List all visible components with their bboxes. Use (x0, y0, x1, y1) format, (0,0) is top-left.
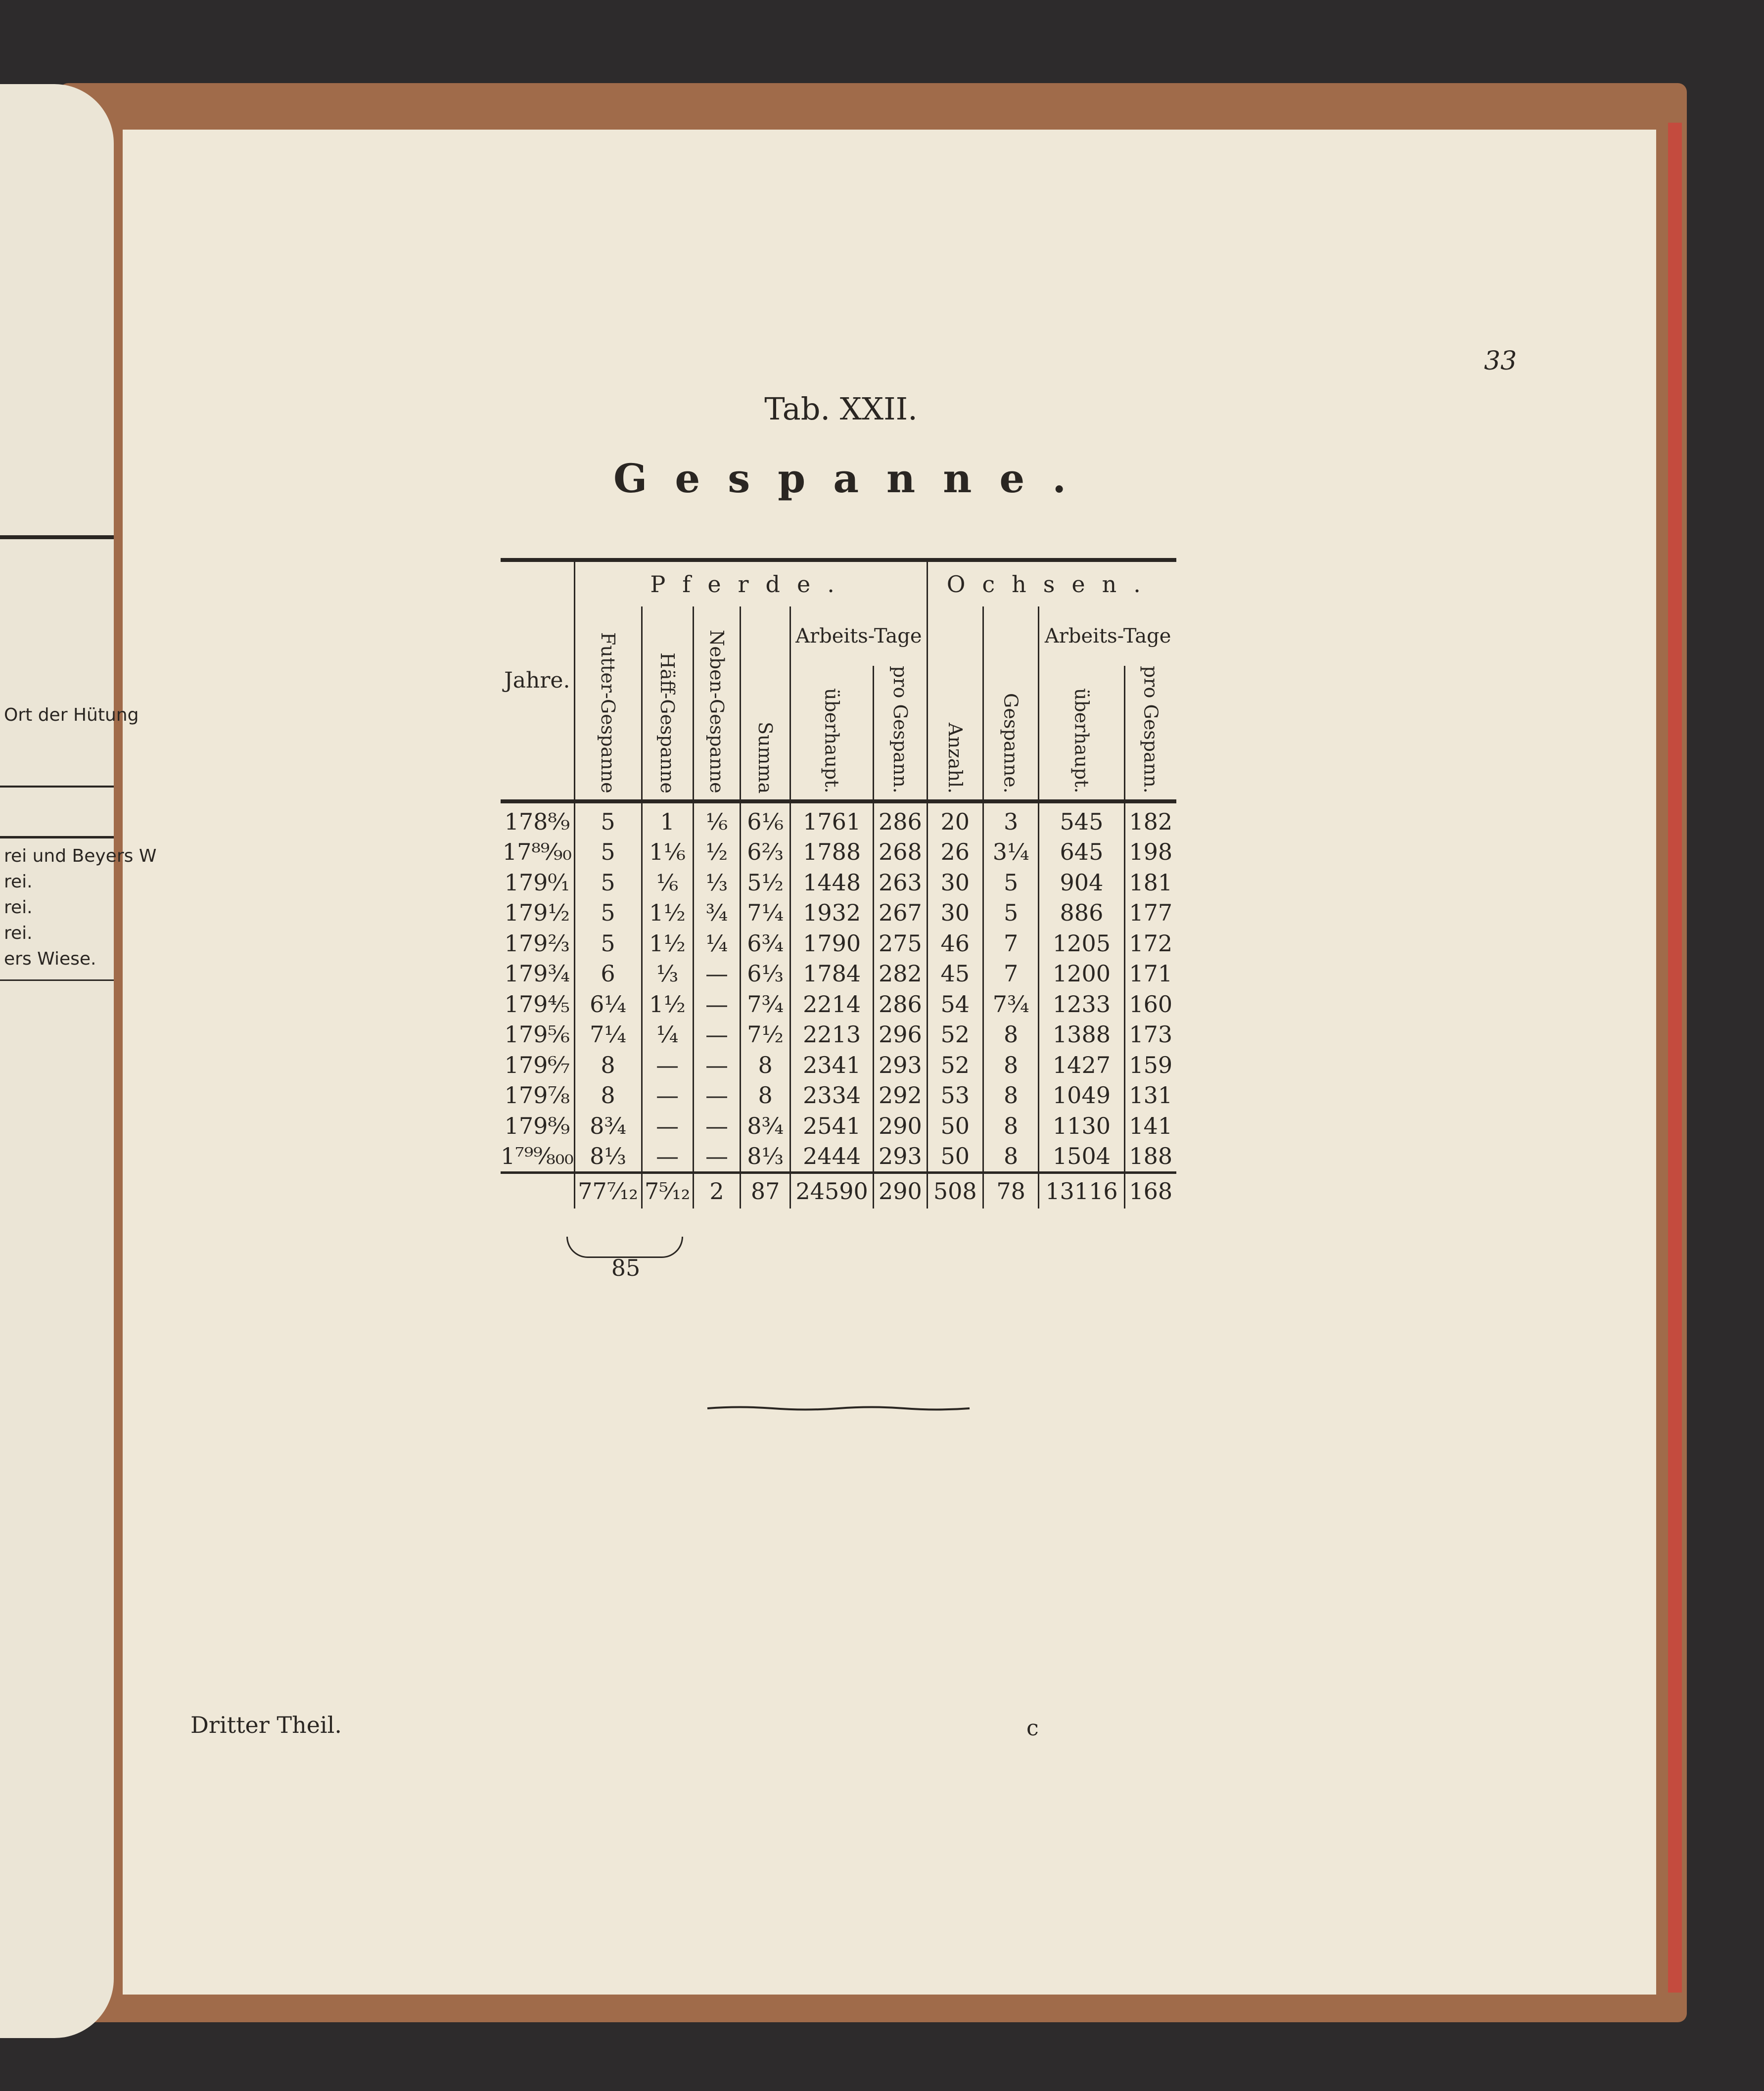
table-cell: ¾ (693, 897, 741, 928)
table-row (501, 1050, 1176, 1080)
table-cell: 2214 (790, 989, 874, 1020)
table-cell: 1504 (1039, 1141, 1124, 1172)
table-cell: 50 (927, 1111, 983, 1141)
table-cell: 1205 (1039, 928, 1124, 959)
table-cell: 2444 (790, 1141, 874, 1172)
table-cell: 52 (927, 1019, 983, 1050)
table-cell: ⅓ (642, 958, 693, 989)
table-cell: 1½ (642, 897, 693, 928)
table-row (501, 801, 1176, 837)
col-ueberhaupt-label: überhaupt. (821, 688, 843, 793)
table-cell: 182 (1124, 801, 1176, 837)
signature-mark: c (1026, 1716, 1039, 1741)
table-cell: 275 (874, 928, 927, 959)
table-cell: 8 (983, 1019, 1038, 1050)
table-cell: 293 (874, 1050, 927, 1080)
table-cell: ½ (693, 836, 741, 867)
table-cell: 160 (1124, 989, 1176, 1020)
table-cell: 6⅔ (741, 836, 790, 867)
col-ueberhaupt-ochsen (1039, 666, 1124, 799)
table-cell: 5 (574, 928, 642, 959)
table-cell: 8⅓ (741, 1141, 790, 1172)
col-anzahl (927, 606, 983, 799)
table-body (501, 801, 1176, 1173)
total-cell: 7⁵⁄₁₂ (642, 1172, 693, 1208)
table-cell: ⅙ (642, 867, 693, 898)
table-cell: 30 (927, 867, 983, 898)
table-cell: 7 (983, 928, 1038, 959)
table-cell: 1233 (1039, 989, 1124, 1020)
table-row (501, 867, 1176, 898)
table-cell: 1448 (790, 867, 874, 898)
table-cell: ⅙ (693, 801, 741, 837)
table-cell: 1049 (1039, 1080, 1124, 1111)
table-cell: 2334 (790, 1080, 874, 1111)
table-cell: 6¾ (741, 928, 790, 959)
table-cell: 198 (1124, 836, 1176, 867)
table-cell: 171 (1124, 958, 1176, 989)
table-cell: 290 (874, 1111, 927, 1141)
table-cell: 50 (927, 1141, 983, 1172)
left-page-line: rei. (4, 897, 33, 918)
col-pro-gespann-label: pro Gespann. (1140, 666, 1162, 793)
table-cell: 5 (574, 897, 642, 928)
col-anzahl-label: Anzahl. (944, 722, 966, 793)
table-row (501, 1111, 1176, 1141)
table-cell: 292 (874, 1080, 927, 1111)
table-cell: 172 (1124, 928, 1176, 959)
table-cell: 1⁷⁹⁹⁄₈₀₀ (501, 1143, 574, 1170)
table-cell: 177 (1124, 897, 1176, 928)
table-cell: 46 (927, 928, 983, 959)
table-cell: 267 (874, 897, 927, 928)
table-cell: 296 (874, 1019, 927, 1050)
table-cell: 179⁰⁄₁ (504, 869, 570, 896)
table-cell: 293 (874, 1141, 927, 1172)
col-summa-label: Summa (754, 721, 777, 793)
page-edge (1668, 123, 1682, 1993)
table-cell: 8 (983, 1050, 1038, 1080)
table-cell: 7 (983, 958, 1038, 989)
table-cell: — (693, 1141, 741, 1172)
table-cell: 173 (1124, 1019, 1176, 1050)
table-cell: 2341 (790, 1050, 874, 1080)
table-row (501, 836, 1176, 867)
table-cell: — (642, 1050, 693, 1080)
table-cell: 6⅓ (741, 958, 790, 989)
table-cell: 178⁸⁄₉ (504, 808, 570, 835)
col-ueberhaupt-label: überhaupt. (1070, 688, 1093, 793)
table-cell: 52 (927, 1050, 983, 1080)
total-cell (501, 1172, 574, 1208)
table-cell: 886 (1039, 897, 1124, 928)
table-cell: 179⁴⁄₅ (504, 990, 570, 1018)
table-cell: 7¼ (741, 897, 790, 928)
table-cell: 5 (574, 867, 642, 898)
table-cell: 5 (983, 897, 1038, 928)
left-page-heading: Ort der Hütung (4, 705, 139, 725)
table-cell: 7¾ (741, 989, 790, 1020)
table-cell: — (642, 1111, 693, 1141)
total-cell: 78 (983, 1172, 1038, 1208)
table-cell: 30 (927, 897, 983, 928)
table-cell: 179⁶⁄₇ (504, 1051, 570, 1078)
col-neben-gespanne (693, 606, 741, 799)
table-cell: 904 (1039, 867, 1124, 898)
table-cell: 7¾ (983, 989, 1038, 1020)
table-cell: — (642, 1141, 693, 1172)
table-cell: 1790 (790, 928, 874, 959)
table-row (501, 1019, 1176, 1050)
col-gespanne (983, 606, 1038, 799)
table-cell: 7¼ (574, 1019, 642, 1050)
table-cell: 45 (927, 958, 983, 989)
arbeitstage-pferde: Arbeits-Tage (790, 606, 928, 666)
table-row (501, 1080, 1176, 1111)
table-cell: 8 (574, 1080, 642, 1111)
table-cell: 545 (1039, 801, 1124, 837)
table-cell: — (642, 1080, 693, 1111)
table-cell: 54 (927, 989, 983, 1020)
col-haeff-label: Häff-Gespanne (656, 652, 679, 793)
table-cell: 6¼ (574, 989, 642, 1020)
table-cell: 179⁸⁄₉ (504, 1112, 570, 1139)
table-cell: 179¹⁄₂ (504, 899, 570, 927)
col-pro-gespann-pferde (874, 666, 927, 799)
table-cell: 7½ (741, 1019, 790, 1050)
table-cell: — (693, 958, 741, 989)
table-cell: 159 (1124, 1050, 1176, 1080)
table-cell: 8⅓ (574, 1141, 642, 1172)
table-cell: 282 (874, 958, 927, 989)
gespanne-table (501, 558, 1176, 1208)
table-cell: 1½ (642, 989, 693, 1020)
table-cell: 3 (983, 801, 1038, 837)
col-futter-gespanne (574, 606, 642, 799)
table-row (501, 897, 1176, 928)
left-page-rule (0, 979, 114, 981)
table-cell: 26 (927, 836, 983, 867)
table-cell: 2213 (790, 1019, 874, 1050)
col-pro-gespann-ochsen (1124, 666, 1176, 799)
left-page (0, 84, 157, 2038)
table-cell: 6⅙ (741, 801, 790, 837)
table-cell: 3¼ (983, 836, 1038, 867)
left-page-line: ers Wiese. (4, 949, 96, 969)
table-cell: — (693, 1050, 741, 1080)
total-cell: 290 (874, 1172, 927, 1208)
col-jahre: Jahre. (501, 560, 574, 799)
left-page-line: rei. (4, 872, 33, 892)
table-cell: 8¾ (741, 1111, 790, 1141)
page-number: 33 (1484, 346, 1517, 376)
table-cell: 179²⁄₃ (504, 929, 570, 957)
table-cell: 141 (1124, 1111, 1176, 1141)
table-cell: 645 (1039, 836, 1124, 867)
table-cell: 1932 (790, 897, 874, 928)
table-cell: 181 (1124, 867, 1176, 898)
col-neben-label: Neben-Gespanne (705, 630, 728, 793)
table-cell: ¼ (693, 928, 741, 959)
table-cell: 8 (574, 1050, 642, 1080)
table-cell: 1 (642, 801, 693, 837)
table-cell: 268 (874, 836, 927, 867)
table-cell: 1130 (1039, 1111, 1124, 1141)
table-cell: 1388 (1039, 1019, 1124, 1050)
group-ochsen: Ochsen. (927, 560, 1176, 606)
table-cell: 1788 (790, 836, 874, 867)
table-cell: 1761 (790, 801, 874, 837)
table-cell: 1427 (1039, 1050, 1124, 1080)
table-cell: 17⁸⁹⁄₉₀ (502, 838, 572, 866)
table-cell: 1200 (1039, 958, 1124, 989)
total-cell: 24590 (790, 1172, 874, 1208)
table-row (501, 989, 1176, 1020)
table-cell: 179⁷⁄₈ (504, 1082, 570, 1109)
col-pro-gespann-label: pro Gespann. (889, 666, 911, 793)
left-page-line: rei und Beyers W (4, 846, 157, 866)
footer-dritter-theil: Dritter Theil. (190, 1712, 342, 1738)
col-gespanne-label: Gespanne. (1000, 693, 1022, 793)
table-cell: 8 (741, 1050, 790, 1080)
table-cell: — (693, 1080, 741, 1111)
table-cell: — (693, 1019, 741, 1050)
table-cell: 5½ (741, 867, 790, 898)
arbeitstage-ochsen: Arbeits-Tage (1039, 606, 1176, 666)
col-futter-label: Futter-Gespanne (597, 632, 619, 793)
left-page-rule (0, 535, 114, 539)
table-cell: 20 (927, 801, 983, 837)
table-cell: ¼ (642, 1019, 693, 1050)
table-cell: 286 (874, 801, 927, 837)
table-cell: 8 (741, 1080, 790, 1111)
table-cell: 286 (874, 989, 927, 1020)
table-cell: 1⅙ (642, 836, 693, 867)
left-page-rule (0, 836, 114, 838)
brace-total: 85 (611, 1255, 641, 1281)
table-cell: 179⁵⁄₆ (504, 1021, 570, 1048)
table-cell: 5 (574, 801, 642, 837)
group-pferde: Pferde. (574, 560, 927, 606)
ornament-rule (707, 1406, 970, 1411)
left-page-rule (0, 786, 114, 788)
table-cell: — (693, 1111, 741, 1141)
table-row (501, 928, 1176, 959)
totals-row (501, 1172, 1176, 1208)
table-cell: 8 (983, 1111, 1038, 1141)
table-cell: 6 (574, 958, 642, 989)
table-cell: ⅓ (693, 867, 741, 898)
total-cell: 13116 (1039, 1172, 1124, 1208)
table-row (501, 958, 1176, 989)
table-cell: 53 (927, 1080, 983, 1111)
total-cell: 87 (741, 1172, 790, 1208)
table-cell: 5 (983, 867, 1038, 898)
total-cell: 168 (1124, 1172, 1176, 1208)
table-cell: 8 (983, 1080, 1038, 1111)
total-cell: 77⁷⁄₁₂ (574, 1172, 642, 1208)
total-cell: 2 (693, 1172, 741, 1208)
table-cell: 1½ (642, 928, 693, 959)
col-ueberhaupt-pferde (790, 666, 874, 799)
table-cell: 188 (1124, 1141, 1176, 1172)
left-page-line: rei. (4, 923, 33, 943)
table-row (501, 1141, 1176, 1172)
table-cell: 8 (983, 1141, 1038, 1172)
table-cell: 2541 (790, 1111, 874, 1141)
table-cell: — (693, 989, 741, 1020)
table-subtitle: Gespanne. (613, 455, 1094, 502)
table-title: Tab. XXII. (764, 391, 918, 427)
table-cell: 131 (1124, 1080, 1176, 1111)
col-summa (741, 606, 790, 799)
col-haeff-gespanne (642, 606, 693, 799)
table-cell: 8¾ (574, 1111, 642, 1141)
table-cell: 5 (574, 836, 642, 867)
table-cell: 1784 (790, 958, 874, 989)
table-cell: 179³⁄₄ (504, 960, 570, 987)
total-cell: 508 (927, 1172, 983, 1208)
table-cell: 263 (874, 867, 927, 898)
